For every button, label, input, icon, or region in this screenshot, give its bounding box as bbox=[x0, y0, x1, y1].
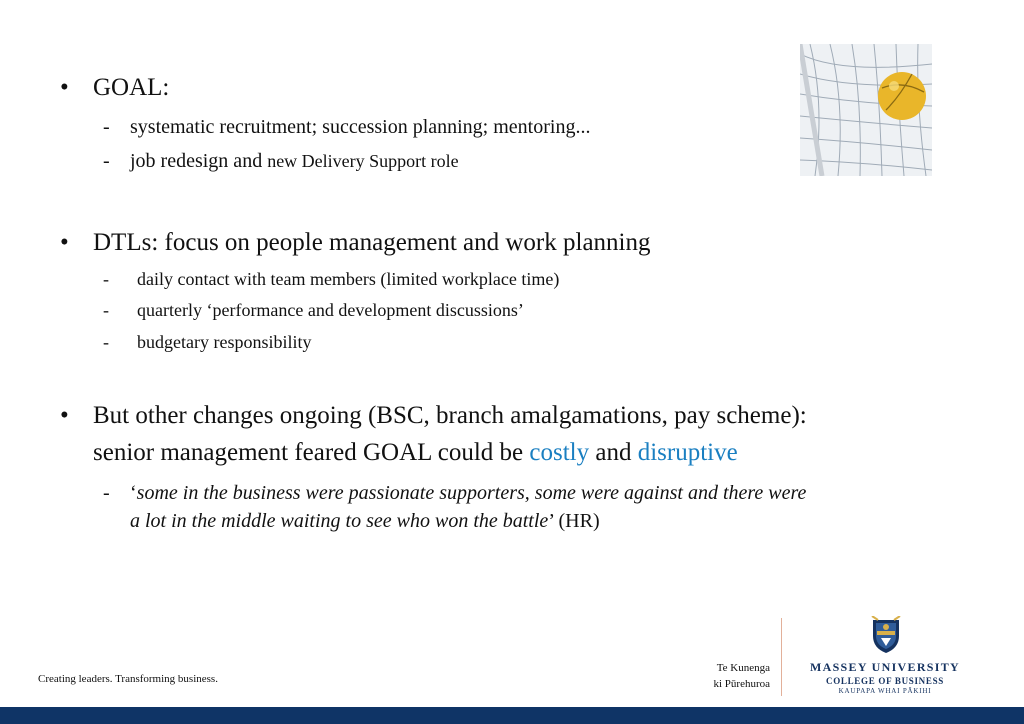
slide: • GOAL: - systematic recruitment; succession planning; mentoring... - job redesign and new Delivery Support role • DTLs: focus on people management and work planning - daily contact with team members (limited workplace time) - quarterly ‘performance and development discussions’ - budgetary responsibility • But other changes ongoing (BSC, branch amalgamations, pay scheme): senior management feared GOAL could be costly and disruptive - ‘some in the business were passionate supporters, some were against and there were a lot in the middle waiting to see who won the battle’ (HR) Creating leaders. Transforming business. Te Kunenga ki Pūrehuroa MASSEY UNIVERSITY COLLEGE OF BUSINESS KAUPAPA WHAI PĀKIHI bbox=[0, 0, 1024, 724]
sub-item-text: quarterly ‘performance and development discussions’ bbox=[137, 300, 524, 320]
bullet-dot: • bbox=[60, 229, 69, 256]
bullet-title-line2: senior management feared GOAL could be costly and disruptive bbox=[93, 439, 738, 466]
quote-line-1: ‘some in the business were passionate supporters, some were against and there were bbox=[130, 482, 807, 504]
footer-maori-name: Te Kunenga ki Pūrehuroa bbox=[713, 662, 770, 690]
bullet-dot: • bbox=[60, 74, 69, 101]
sub-item-text: job redesign and new Delivery Support role bbox=[130, 150, 459, 172]
dash: - bbox=[103, 150, 110, 172]
sub-item-text: daily contact with team members (limited workplace time) bbox=[137, 269, 560, 289]
bottom-bar bbox=[0, 707, 1024, 724]
logo-university-name: MASSEY UNIVERSITY bbox=[809, 660, 961, 674]
footer-tagline: Creating leaders. Transforming business. bbox=[38, 673, 218, 685]
sub-item-text: systematic recruitment; succession planning; mentoring... bbox=[130, 116, 591, 138]
sub-item-text: budgetary responsibility bbox=[137, 332, 312, 352]
dash: - bbox=[103, 332, 109, 352]
bullet-dot: • bbox=[60, 402, 69, 429]
dash: - bbox=[103, 300, 109, 320]
costly-highlight: costly bbox=[529, 439, 590, 466]
bullet-title: But other changes ongoing (BSC, branch amalgamations, pay scheme): bbox=[93, 402, 807, 429]
dash: - bbox=[103, 269, 109, 289]
logo-college-name: COLLEGE OF BUSINESS bbox=[826, 676, 944, 686]
goal-net-photo bbox=[800, 44, 932, 176]
bullet-title: GOAL: bbox=[93, 74, 170, 101]
dash: - bbox=[103, 482, 110, 504]
footer-divider bbox=[781, 618, 782, 696]
disruptive-highlight: disruptive bbox=[637, 439, 738, 466]
massey-crest-icon bbox=[870, 616, 902, 654]
logo-motto: KAUPAPA WHAI PĀKIHI bbox=[838, 687, 932, 695]
dash: - bbox=[103, 116, 110, 138]
massey-logo bbox=[790, 612, 980, 702]
bullet-title: DTLs: focus on people management and work planning bbox=[93, 229, 651, 256]
